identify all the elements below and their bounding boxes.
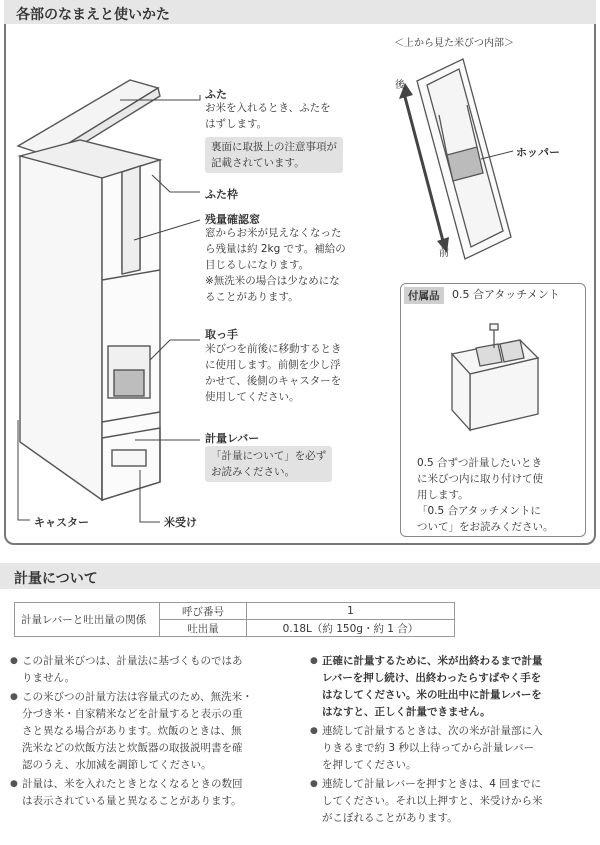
parts-section-title: 各部のなまえと使いかた [16, 7, 170, 23]
list-item: ● 計量は、米を入れたときとなくなるときの数回 は表示されている量と異なることがあります。 [10, 776, 300, 810]
attachment-title: 0.5 合アタッチメント [452, 288, 560, 301]
back-label: 後 [395, 80, 405, 91]
lever-note: 「計量について」を必ず お読みください。 [205, 446, 332, 482]
list-item: ● この米びつの計量方法は容量式のため、無洗米・ 分づき米・自家精米などを計量すると表示の重 さと異なる場合があります。炊飯のときは、無 洗米などの炊飯方法と炊飯器の取扱説明書を確 認のうえ、水加減を調節してください。 [10, 689, 300, 774]
window-label: 残量確認窓 [205, 213, 260, 226]
lid-desc: お米を入れるとき、ふたを はずします。 [205, 102, 331, 130]
inner-view-illustration [395, 55, 595, 265]
list-item: ● 連続して計量するときは、次の米が計量部に入 りきるまで約 3 秒以上待ってから計量レバー を押してください。 [310, 723, 595, 774]
inner-view-caption: ＜上から見た米びつ内部＞ [394, 38, 514, 49]
list-item-bold: ● 正確に計量するために、米が出終わるまで計量 レバーを押し続け、出終わったらすばやく手を はなしてください。米の吐出中に計量レバーを はなすと、正しく計量できません。 [310, 653, 595, 721]
front-label: 前 [439, 248, 449, 259]
left-bullet-list [10, 653, 300, 812]
attachment-illustration [440, 318, 550, 448]
list-item: ● この計量米びつは、計量法に基づくものではあ りません。 [10, 653, 300, 687]
lid-label: ふた [205, 88, 227, 101]
measure-section-title: 計量について [14, 571, 98, 587]
table-value: 1 [247, 603, 455, 620]
window-desc: 窓からお米が見えなくなった ら残量は約 2kg です。補給の 目じるしになります。 ※無洗米の場合は少なめにな ることがあります。 [205, 227, 346, 303]
table-row [15, 603, 455, 620]
right-bullet-list [310, 653, 595, 829]
hopper-label: ホッパー [516, 146, 560, 159]
attachment-desc: 0.5 合ずつ計量したいとき に米びつ内に取り付けて使 用します。 「0.5 合アタッチメントに ついて」をお読みください。 [417, 457, 554, 533]
handle-desc: 米びつを前後に移動するとき に使用します。前側を少し浮 かせて、後側のキャスターを 使用してください。 [205, 343, 342, 403]
lever-label: 計量レバー [205, 432, 260, 445]
lever-discharge-table [14, 602, 455, 637]
tray-label: 米受け [164, 516, 197, 529]
attachment-badge: 付属品 [404, 287, 444, 304]
table-value: 0.18L（約 150g・約 1 合） [247, 620, 455, 637]
list-item: ● 連続して計量レバーを押すときは、4 回までに してください。それ以上押すと、米受けから米 がこぼれることがあります。 [310, 776, 595, 827]
lid-note: 裏面に取扱上の注意事項が 記載されています。 [205, 137, 343, 173]
table-key: 吐出量 [160, 620, 247, 637]
caster-label: キャスター [34, 516, 89, 529]
lid-frame-label: ふた枠 [205, 188, 238, 201]
measure-section-header [0, 563, 600, 589]
table-row-header: 計量レバーと吐出量の関係 [15, 603, 160, 637]
handle-label: 取っ手 [205, 328, 238, 341]
table-key: 呼び番号 [160, 603, 247, 620]
